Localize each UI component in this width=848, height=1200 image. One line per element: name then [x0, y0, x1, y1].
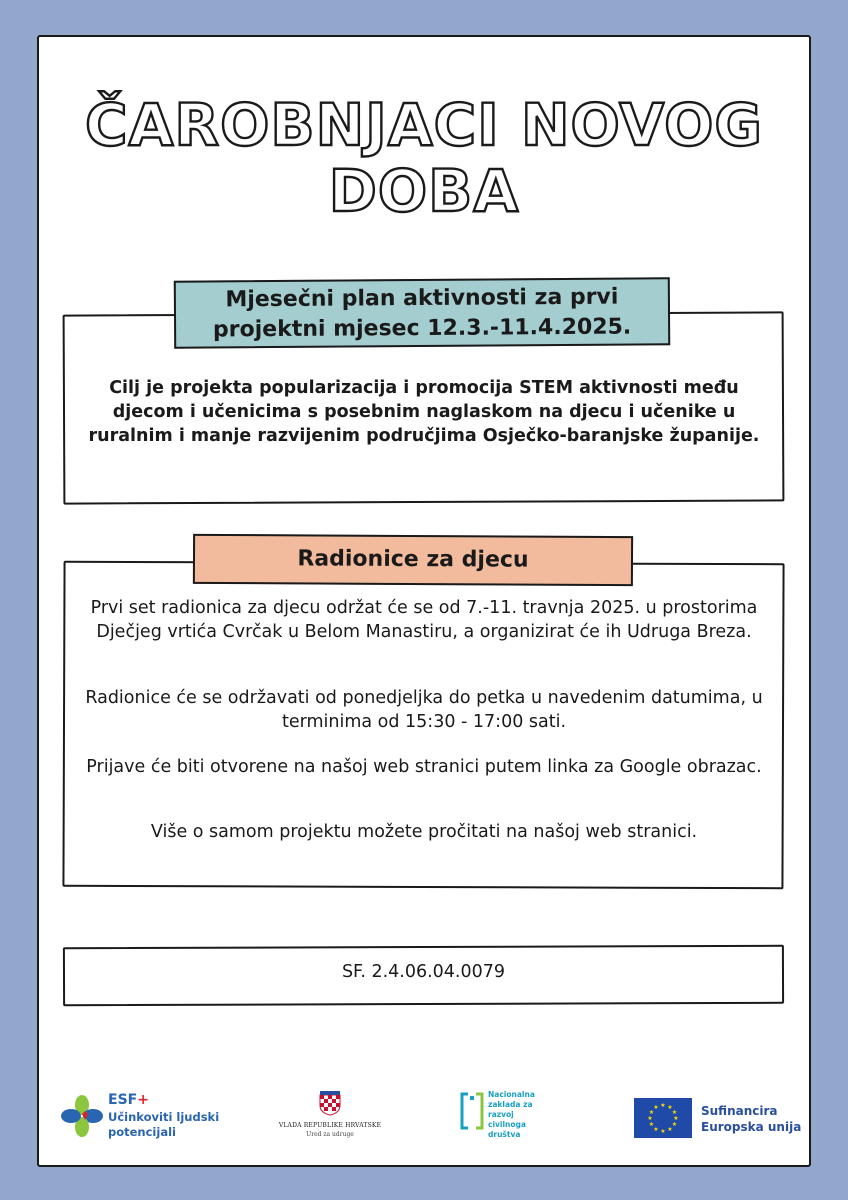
svg-text:★: ★ [660, 1102, 666, 1109]
svg-text:★: ★ [653, 1104, 659, 1111]
nzrcd-line-4: civilnoga [488, 1120, 526, 1129]
eu-flag-icon [634, 1098, 692, 1138]
workshops-paragraph-1: Prvi set radionica za djecu održat će se od 7.-11. travnja 2025. u prostorima Dječjeg vrtića Cvrčak u Belom Manastiru, a organizirat će ih Udruga Breza. [90, 598, 758, 642]
plan-heading-line-2: projektni mjesec 12.3.-11.4.2025. [212, 314, 632, 343]
workshops-paragraph-4: Više o samom projektu možete pročitati na našoj web stranici. [150, 822, 698, 842]
nzrcd-bracket-icon [460, 1092, 484, 1130]
logo-strip [60, 1080, 800, 1150]
esf-logo [60, 1088, 230, 1144]
plan-heading-tag [174, 277, 670, 348]
vlada-subtitle: Ured za udruge [306, 1131, 354, 1138]
plan-heading-line-1: Mjesečni plan aktivnosti za prvi [225, 284, 619, 313]
workshops-paragraph-3: Prijave će biti otvorene na našoj web stranici putem linka za Google obrazac. [86, 757, 762, 777]
project-goal-text: Cilj je projekta popularizacija i promocija STEM aktivnosti među djecom i učenicima s posebnim naglaskom na djecu i učenike u ruralnim i manje razvijenim područjima Osječko-baranjske županije. [88, 378, 760, 446]
svg-text:★: ★ [671, 1121, 678, 1128]
esf-title [108, 1092, 149, 1108]
esf-flower-icon [60, 1094, 104, 1138]
svg-text:★: ★ [667, 1104, 673, 1111]
nzrcd-logo [460, 1090, 560, 1146]
workshops-heading-tag [193, 534, 633, 586]
svg-text:★: ★ [660, 1128, 666, 1135]
svg-text:★: ★ [648, 1109, 655, 1116]
workshops-heading: Radionice za djecu [297, 546, 529, 573]
title-line-1: ČAROBNJACI NOVOG [84, 91, 764, 159]
svg-text:★: ★ [673, 1115, 679, 1122]
nzrcd-line-1: Nacionalna [488, 1090, 535, 1099]
workshops-paragraph-2: Radionice će se održavati od ponedjeljka do petka u navedenim datumima, u terminima od 15:30 - 17:00 sati. [85, 688, 763, 732]
svg-text:★: ★ [671, 1109, 678, 1116]
vlada-name: VLADA REPUBLIKE HRVATSKE [278, 1122, 382, 1129]
croatian-coat-of-arms-icon [319, 1090, 341, 1116]
eu-text: Sufinancira Europska unija [701, 1104, 802, 1134]
esf-subtitle: Učinkoviti ljudski potencijali [108, 1110, 220, 1139]
poster-title [0, 92, 848, 224]
svg-text:★: ★ [647, 1115, 653, 1122]
svg-text:★: ★ [653, 1126, 659, 1133]
project-code: SF. 2.4.06.04.0079 [341, 962, 506, 982]
eu-logo [634, 1098, 814, 1138]
esf-title-text: ESF [108, 1092, 138, 1108]
svg-text:★: ★ [667, 1126, 673, 1133]
svg-text:★: ★ [648, 1121, 655, 1128]
vlada-logo [270, 1090, 390, 1140]
nzrcd-text [488, 1090, 535, 1140]
esf-plus: + [137, 1092, 149, 1108]
nzrcd-line-3: razvoj [488, 1110, 514, 1119]
title-line-2: DOBA [328, 157, 520, 225]
nzrcd-line-5: društva [488, 1130, 521, 1139]
nzrcd-line-2: zaklada za [488, 1100, 533, 1109]
